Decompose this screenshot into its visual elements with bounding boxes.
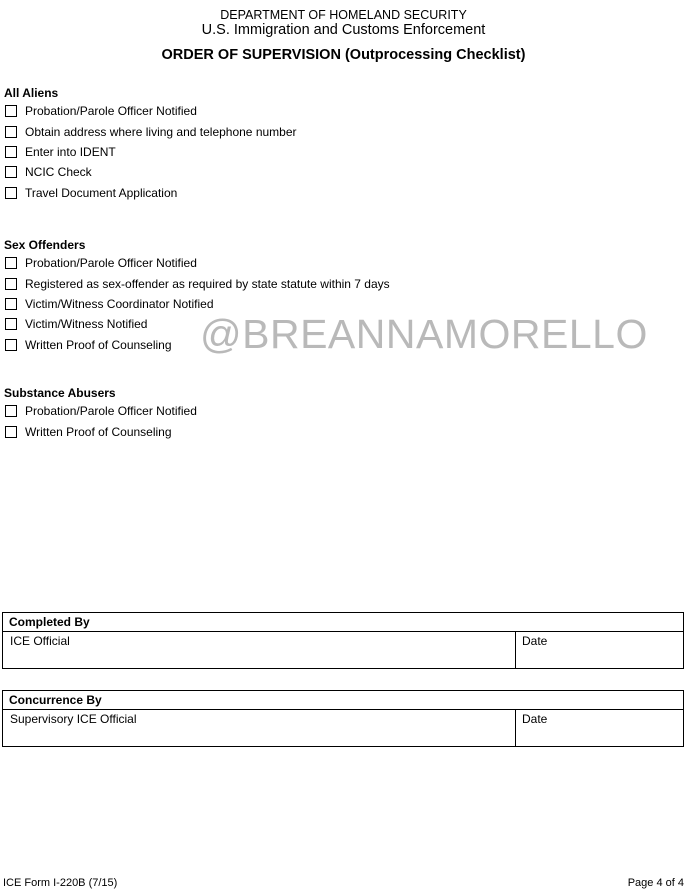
- ice-official-label: ICE Official: [10, 634, 70, 648]
- checklist-item[interactable]: [4, 273, 664, 293]
- section-substance-abusers: [4, 385, 664, 442]
- concurrence-date-field[interactable]: [516, 710, 683, 746]
- checkbox[interactable]: [5, 278, 17, 290]
- checklist-item[interactable]: [4, 121, 664, 141]
- checklist-item[interactable]: [4, 142, 664, 162]
- checklist-item-label: NCIC Check: [25, 165, 92, 180]
- checklist-item-label: Victim/Witness Coordinator Notified: [25, 296, 214, 311]
- sub-agency-name: U.S. Immigration and Customs Enforcement: [201, 22, 486, 38]
- checkbox[interactable]: [5, 187, 17, 199]
- completed-by-box: [2, 612, 684, 669]
- section-title: Sex Offenders: [4, 238, 86, 252]
- checkbox[interactable]: [5, 257, 17, 269]
- completed-by-heading: Completed By: [3, 613, 683, 632]
- checklist-item[interactable]: [4, 401, 664, 421]
- checklist-item-label: Probation/Parole Officer Notified: [25, 104, 197, 119]
- checklist-item[interactable]: [4, 162, 664, 182]
- checkbox[interactable]: [5, 146, 17, 158]
- checklist-item-label: Enter into IDENT: [25, 144, 116, 159]
- checklist-item-label: Written Proof of Counseling: [25, 424, 172, 439]
- form-number: ICE Form I-220B (7/15): [3, 877, 118, 889]
- section-title: All Aliens: [4, 86, 59, 100]
- checkbox[interactable]: [5, 105, 17, 117]
- checklist-item-label: Written Proof of Counseling: [25, 337, 172, 352]
- checklist-item-label: Obtain address where living and telephone number: [25, 124, 297, 139]
- checkbox[interactable]: [5, 405, 17, 417]
- completed-date-field[interactable]: [516, 632, 683, 668]
- checklist-item[interactable]: [4, 101, 664, 121]
- section-title: Substance Abusers: [4, 386, 116, 400]
- checkbox[interactable]: [5, 318, 17, 330]
- date-label: Date: [522, 634, 548, 648]
- checklist-item-label: Probation/Parole Officer Notified: [25, 404, 197, 419]
- checkbox[interactable]: [5, 126, 17, 138]
- supervisory-official-field[interactable]: [3, 710, 516, 746]
- page-number: Page 4 of 4: [627, 877, 684, 889]
- agency-name: DEPARTMENT OF HOMELAND SECURITY: [220, 8, 467, 22]
- checklist-item-label: Probation/Parole Officer Notified: [25, 256, 197, 271]
- date-label: Date: [522, 712, 548, 726]
- checkbox[interactable]: [5, 166, 17, 178]
- checklist-item-label: Registered as sex-offender as required by state statute within 7 days: [25, 276, 390, 291]
- checklist-item[interactable]: [4, 253, 664, 273]
- checklist-item-label: Victim/Witness Notified: [25, 317, 148, 332]
- checklist-item-label: Travel Document Application: [25, 185, 178, 200]
- checklist-item[interactable]: [4, 183, 664, 203]
- checklist-item[interactable]: [4, 421, 664, 441]
- checkbox[interactable]: [5, 339, 17, 351]
- ice-official-field[interactable]: [3, 632, 516, 668]
- checkbox[interactable]: [5, 426, 17, 438]
- supervisory-official-label: Supervisory ICE Official: [10, 712, 137, 726]
- concurrence-by-heading: Concurrence By: [3, 691, 683, 710]
- checkbox[interactable]: [5, 298, 17, 310]
- form-title: ORDER OF SUPERVISION (Outprocessing Checklist): [161, 47, 526, 63]
- concurrence-by-box: [2, 690, 684, 747]
- watermark: @BREANNAMORELLO: [200, 311, 648, 357]
- section-all-aliens: [4, 85, 664, 203]
